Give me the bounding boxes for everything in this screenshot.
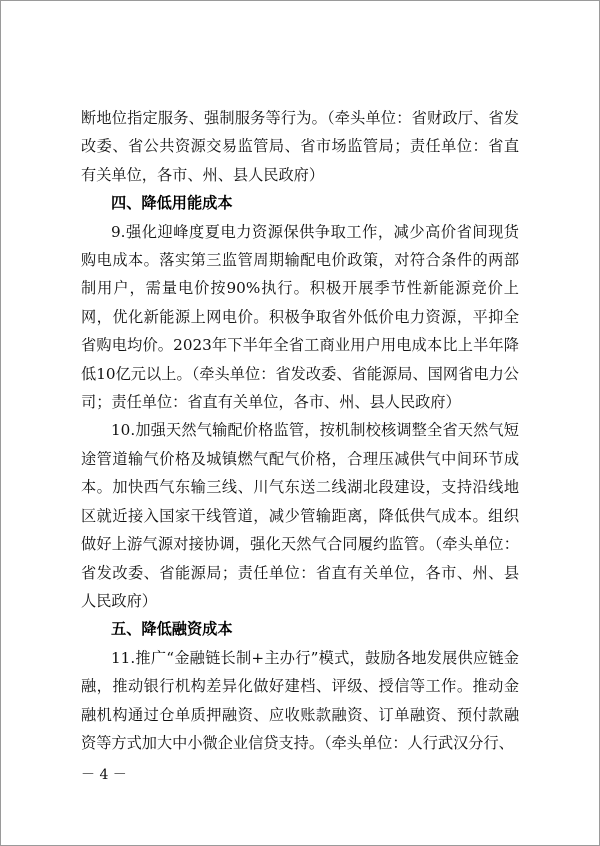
section-heading-reduce-energy-cost: 四、降低用能成本 [111,194,233,213]
paragraph-item-10: 10.加强天然气输配价格监管，按机制校核调整全省天然气短途管道输气价格及城镇燃气配气价格，合理压减供气中间环节成本。加快西气东输三线、川气东送二线湖北段建设，支持沿线地区就近接入国家干线管道，减少管输距离，降低供气成本。组织做好上游气源对接协调，强化天然气合同履约监管。（牵头单位：省发改委、省能源局；责任单位：省直有关单位，各市、州、县人民政府） [81,421,519,610]
page-number: － 4 － [81,767,127,783]
paragraph-item-9: 9.强化迎峰度夏电力资源保供争取工作，减少高价省间现货购电成本。落实第三监管周期输配电价政策，对符合条件的两部制用户，需量电价按90%执行。积极开展季节性新能源竞价上网，优化新能源上网电价。积极争取省外低价电力资源，平抑全省购电均价。2023年下半年全省工商业用户用电成本比上半年降低10亿元以上。（牵头单位：省发改委、省能源局、国网省电力公司；责任单位：省直有关单位，各市、州、县人民政府） [81,222,519,412]
section-heading-reduce-financing-cost: 五、降低融资成本 [111,620,233,639]
paragraph-item-11: 11.推广“金融链长制+主办行”模式，鼓励各地发展供应链金融，推动银行机构差异化做好建档、评级、授信等工作。推动金融机构通过仓单质押融资、应收账款融资、订单融资、预付款融资等方式加大中小微企业信贷支持。（牵头单位：人行武汉分行、 [81,648,519,752]
document-body [81,104,519,757]
paragraph-continued: 断地位指定服务、强制服务等行为。（牵头单位：省财政厅、省发改委、省公共资源交易监管局、省市场监管局；责任单位：省直有关单位，各市、州、县人民政府） [81,109,519,184]
